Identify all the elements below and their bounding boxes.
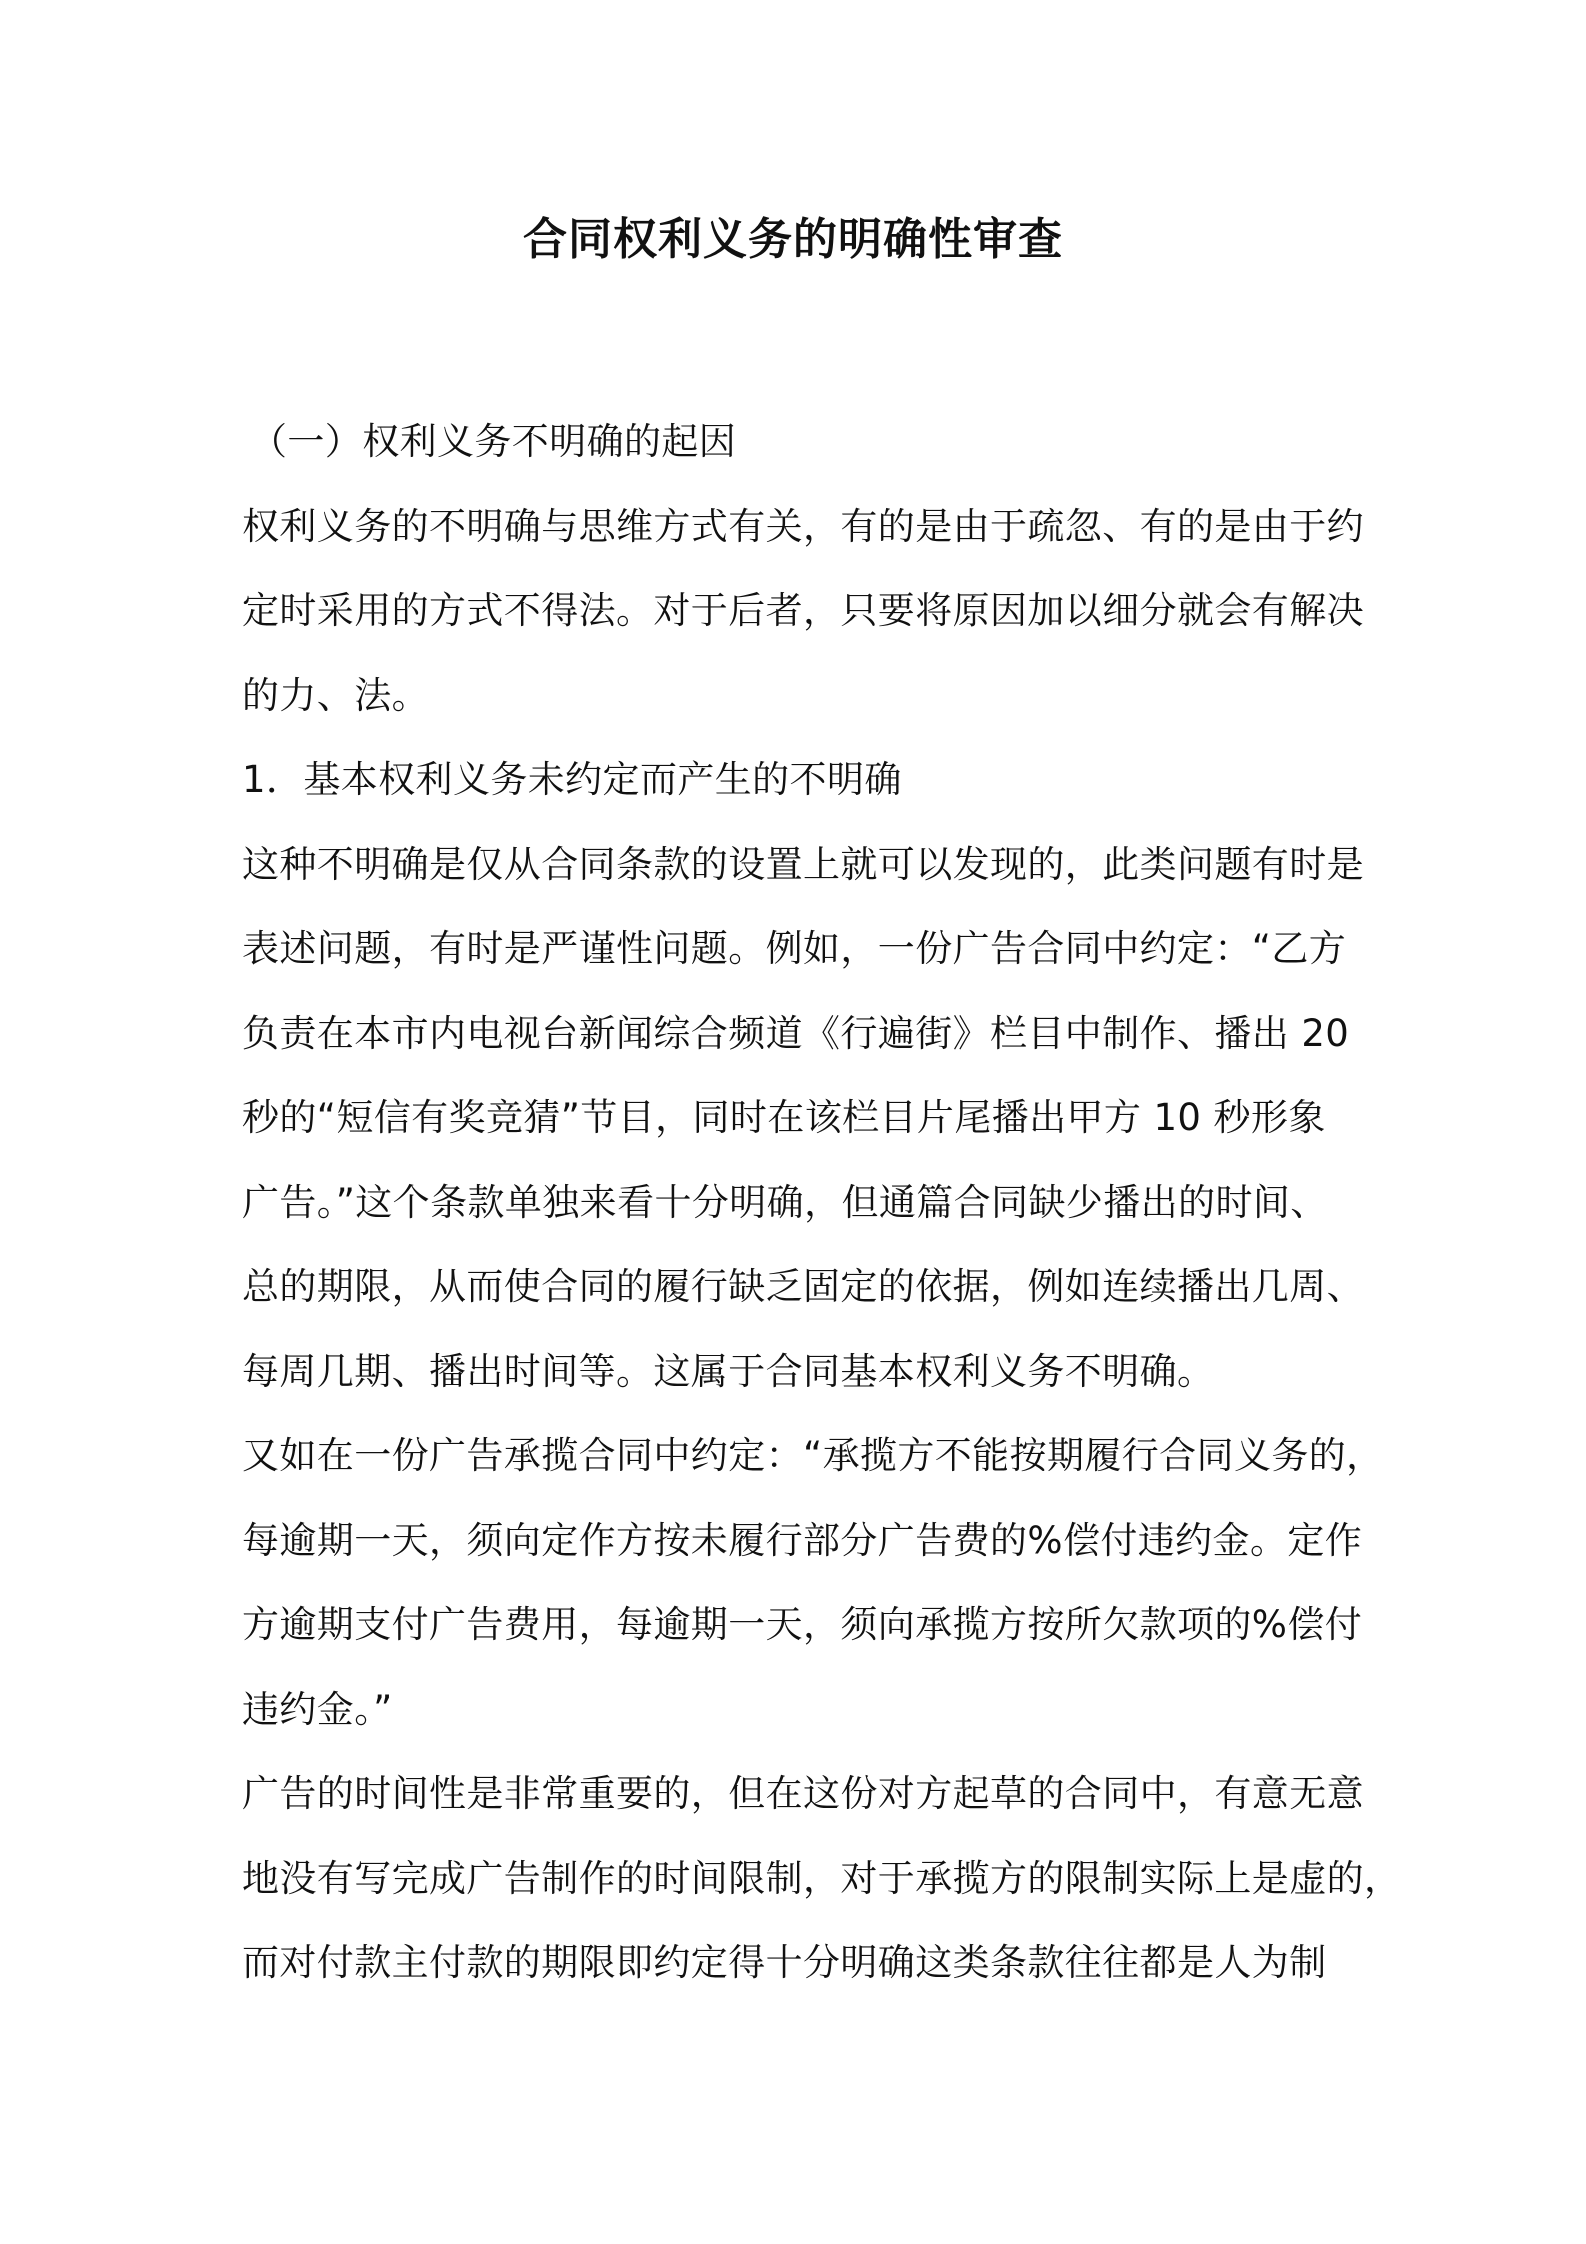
paragraph-line: 秒的“短信有奖竞猜”节目，同时在该栏目片尾播出甲方 10 秒形象 xyxy=(242,1096,1326,1139)
paragraph-line: 违约金。” xyxy=(242,1687,393,1731)
paragraph-line: 而对付款主付款的期限即约定得十分明确这类条款往往都是人为制 xyxy=(242,1941,1327,1984)
paragraph-line: 这种不明确是仅从合同条款的设置上就可以发现的，此类问题有时是 xyxy=(242,842,1364,886)
document-body xyxy=(242,400,1402,2006)
subsection-heading: 1．基本权利义务未约定而产生的不明确 xyxy=(242,758,902,801)
paragraph-line: 地没有写完成广告制作的时间限制，对于承揽方的限制实际上是虚的， xyxy=(242,1856,1402,1900)
paragraph-line: 广告的时间性是非常重要的，但在这份对方起草的合同中，有意无意 xyxy=(242,1772,1364,1815)
section-heading: （一）权利义务不明确的起因 xyxy=(250,420,737,463)
paragraph-line: 定时采用的方式不得法。对于后者，只要将原因加以细分就会有解决 xyxy=(242,589,1364,632)
paragraph-line: 的力、法。 xyxy=(242,673,429,717)
paragraph-line: 每逾期一天，须向定作方按未履行部分广告费的%偿付违约金。定作 xyxy=(242,1518,1363,1562)
paragraph-line: 每周几期、播出时间等。这属于合同基本权利义务不明确。 xyxy=(242,1349,1215,1393)
paragraph-line: 广告。”这个条款单独来看十分明确，但通篇合同缺少播出的时间、 xyxy=(242,1180,1328,1224)
paragraph-line: 方逾期支付广告费用，每逾期一天，须向承揽方按所欠款项的%偿付 xyxy=(242,1603,1363,1646)
paragraph-line: 权利义务的不明确与思维方式有关，有的是由于疏忽、有的是由于约 xyxy=(242,504,1364,548)
paragraph-line: 总的期限，从而使合同的履行缺乏固定的依据，例如连续播出几周、 xyxy=(242,1265,1364,1308)
paragraph-line: 表述问题，有时是严谨性问题。例如，一份广告合同中约定：“乙方 xyxy=(242,927,1347,970)
paragraph-line: 负责在本市内电视台新闻综合频道《行遍街》栏目中制作、播出 20 xyxy=(242,1011,1350,1055)
document-title: 合同权利义务的明确性审查 xyxy=(523,214,1063,265)
paragraph-line: 又如在一份广告承揽合同中约定：“承揽方不能按期履行合同义务的， xyxy=(242,1434,1384,1477)
